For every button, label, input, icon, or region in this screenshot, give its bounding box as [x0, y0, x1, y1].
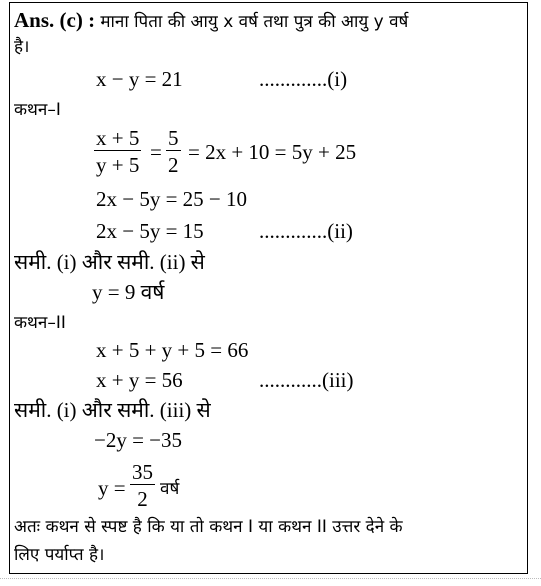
statement-1-heading: कथन–I — [14, 100, 61, 120]
fraction-numerator: x + 5 — [96, 126, 140, 150]
fraction-numerator: 35 — [132, 460, 153, 484]
statement-2-heading: कथन–II — [14, 313, 66, 333]
fraction-denominator: 2 — [168, 153, 179, 177]
solve-text-2: समी. (i) और समी. (iii) से — [14, 398, 211, 422]
fraction-denominator: y + 5 — [96, 153, 140, 177]
intro-text-cont: है। — [14, 37, 30, 57]
fraction-35-over-2 — [130, 460, 155, 511]
answer-intro-line — [14, 8, 408, 34]
equation-step: 2x − 5y = 25 − 10 — [96, 187, 248, 211]
equation-ii-tag: .............(ii) — [259, 219, 353, 243]
equation-expansion: = 2x + 10 = 5y + 25 — [188, 140, 357, 164]
result-y-9: y = 9 वर्ष — [92, 280, 165, 304]
fraction-denominator: 2 — [137, 487, 148, 511]
equation-ii: 2x − 5y = 15 — [96, 219, 204, 243]
equation-iii: x + y = 56 — [96, 368, 183, 392]
conclusion-text: अतः कथन से स्पष्ट है कि या तो कथन I या कथन II उत्तर देने के — [14, 517, 403, 537]
fraction-numerator: 5 — [168, 126, 179, 150]
equation-i: x − y = 21 — [96, 67, 183, 91]
equals-sign: = — [150, 140, 162, 164]
answer-label: Ans. (c) : — [14, 8, 96, 32]
conclusion-text-cont: लिए पर्याप्त है। — [14, 545, 105, 565]
intro-text: माना पिता की आयु x वर्ष तथा पुत्र की आयु y वर्ष — [100, 12, 409, 32]
equation-step: −2y = −35 — [94, 428, 183, 452]
solve-text-1: समी. (i) और समी. (ii) से — [14, 250, 205, 274]
result-lhs: y = — [98, 476, 126, 500]
fraction-x-plus-5-over-y-plus-5 — [94, 126, 141, 177]
equation-step: x + 5 + y + 5 = 66 — [96, 338, 249, 362]
equation-i-tag: .............(i) — [259, 67, 348, 91]
fraction-5-over-2 — [166, 126, 181, 177]
result-unit: वर्ष — [160, 479, 180, 499]
equation-iii-tag: ............(iii) — [259, 368, 354, 392]
